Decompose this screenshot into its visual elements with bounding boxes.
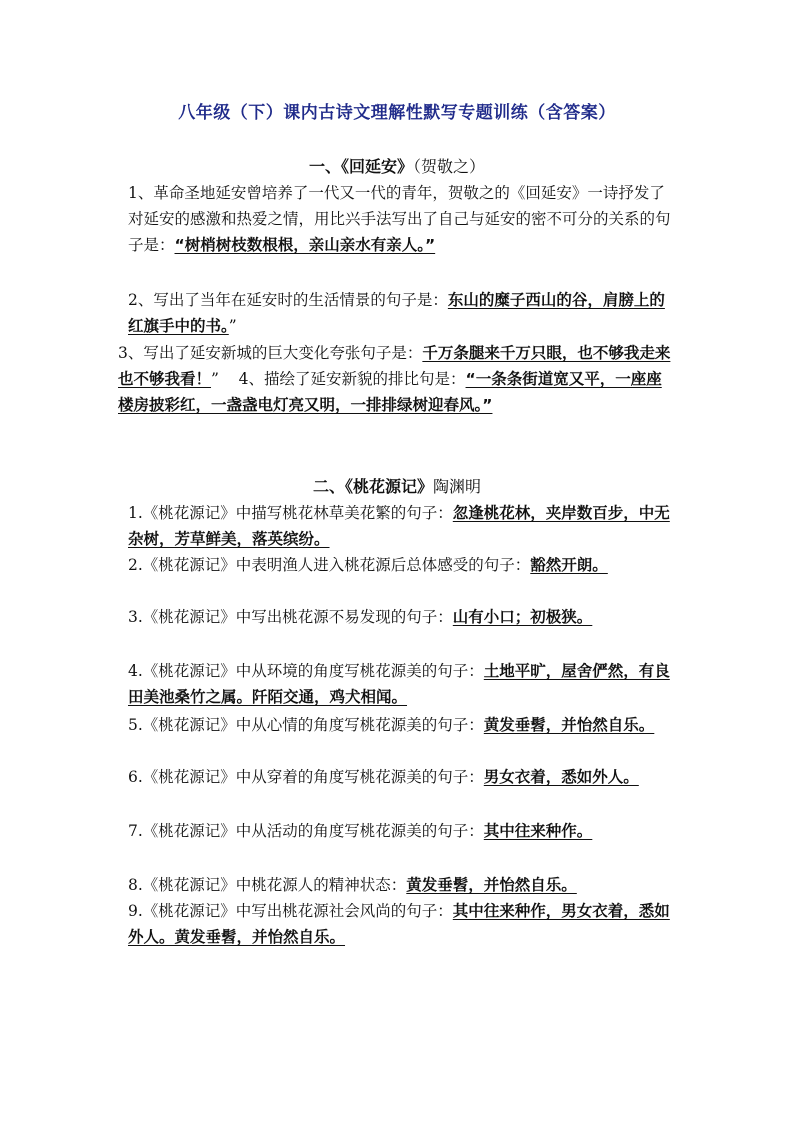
s2-item-5-answer: 黄发垂髫，并怡然自乐。 <box>483 716 655 734</box>
s2-item-7-prompt: 7.《桃花源记》中从活动的角度写桃花源美的句子： <box>128 822 484 840</box>
s2-item-9-answer: 其中往来种作，男女衣着，悉如外人。黄发垂髫，并怡然自乐。 <box>128 902 670 946</box>
s1-q3-answer: 千万条腿来千万只眼，也不够我走来也不够我看！ <box>118 344 671 388</box>
s2-item <box>128 712 676 738</box>
s2-item <box>128 818 676 844</box>
s2-item-9-prompt: 9.《桃花源记》中写出桃花源社会风尚的句子： <box>128 902 453 920</box>
s2-item <box>128 604 676 630</box>
s1-q2-answer: 东山的糜子西山的谷，肩膀上的红旗手中的书。 <box>128 291 665 335</box>
s1-q2-tail: ” <box>228 317 237 335</box>
s2-item <box>128 500 676 552</box>
s2-item-4-answer: 土地平旷，屋舍俨然，有良田美池桑竹之属。阡陌交通，鸡犬相闻。 <box>128 662 670 706</box>
s2-item <box>128 552 676 578</box>
s1-question-2 <box>128 287 676 339</box>
s2-item-7-answer: 其中往来种作。 <box>483 822 593 840</box>
s1-q4-answer: “一条条街道宽又平，一座座楼房披彩红，一盏盏电灯亮又明，一排排绿树迎春风。” <box>118 370 662 414</box>
s2-item-1-answer: 忽逢桃花林，夹岸数百步，中无杂树，芳草鲜美，落英缤纷。 <box>128 504 670 548</box>
s1-q1-prompt: 1、革命圣地延安曾培养了一代又一代的青年，贺敬之的《回延安》一诗抒发了对延安的感激和热爱之情，用比兴手法写出了自己与延安的密不可分的关系的句子是： <box>128 184 671 254</box>
s1-q2-prompt: 2、写出了当年在延安时的生活情景的句子是： <box>128 291 448 309</box>
s2-item-4-prompt: 4.《桃花源记》中从环境的角度写桃花源美的句子： <box>128 662 484 680</box>
s2-item <box>128 658 676 710</box>
s1-q3-tail: ” <box>211 370 219 388</box>
page-title: 八年级（下）课内古诗文理解性默写专题训练（含答案） <box>178 103 616 123</box>
s2-item <box>128 872 676 898</box>
s2-item-2-prompt: 2.《桃花源记》中表明渔人进入桃花源后总体感受的句子： <box>128 556 531 574</box>
section-1-title: 一、《回延安》 <box>308 157 413 176</box>
section-1-heading <box>0 154 794 177</box>
s2-item-8-answer: 黄发垂髫，并怡然自乐。 <box>406 876 577 894</box>
s2-item <box>128 764 676 790</box>
section-2-author: 陶渊明 <box>433 477 482 496</box>
s2-item-3-prompt: 3.《桃花源记》中写出桃花源不易发现的句子： <box>128 608 453 626</box>
s2-item <box>128 898 676 950</box>
s2-item-6-answer: 男女衣着，悉如外人。 <box>483 768 639 786</box>
s2-item-3-answer: 山有小口；初极狭。 <box>452 608 593 626</box>
s1-question-1 <box>128 180 676 258</box>
s1-q1-answer: “树梢树枝数根根，亲山亲水有亲人。” <box>174 236 436 254</box>
s1-q3-prompt: 3、写出了延安新城的巨大变化夸张句子是： <box>118 344 423 362</box>
s2-item-6-prompt: 6.《桃花源记》中从穿着的角度写桃花源美的句子： <box>128 768 484 786</box>
section-1-author: （贺敬之） <box>413 157 486 176</box>
section-2-heading <box>0 474 794 497</box>
s2-item-1-prompt: 1.《桃花源记》中描写桃花林草美花繁的句子： <box>128 504 453 522</box>
s2-item-8-prompt: 8.《桃花源记》中桃花源人的精神状态： <box>128 876 407 894</box>
s1-q4-prompt: 4、描绘了延安新貌的排比句是： <box>238 370 466 388</box>
s1-question-3-4 <box>118 340 676 418</box>
s2-item-2-answer: 豁然开朗。 <box>530 556 608 574</box>
s2-item-5-prompt: 5.《桃花源记》中从心情的角度写桃花源美的句子： <box>128 716 484 734</box>
section-2-title: 二、《桃花源记》 <box>312 477 433 496</box>
